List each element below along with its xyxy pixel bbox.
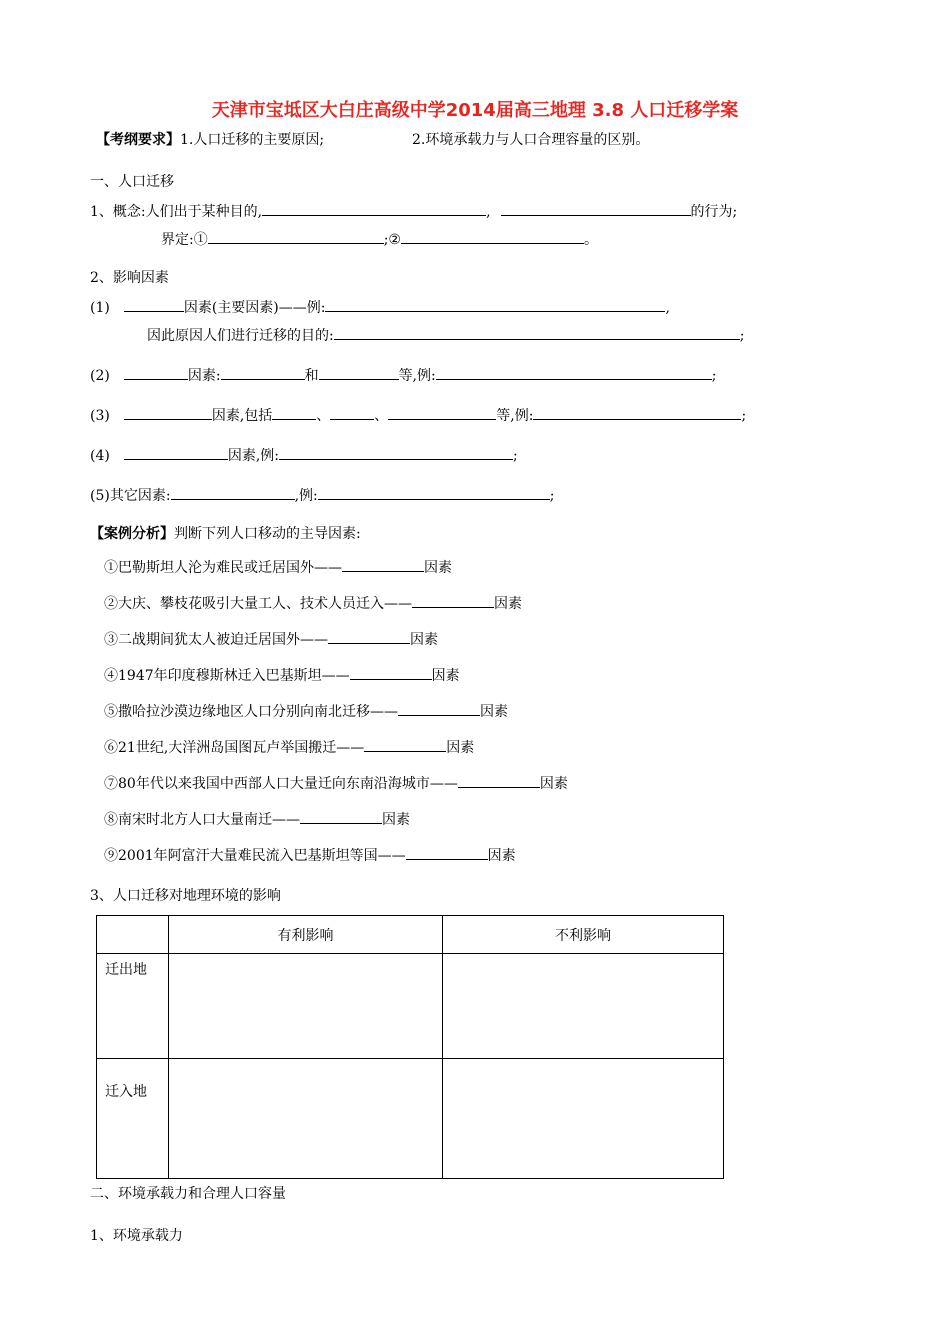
page-title: 天津市宝坻区大白庄高级中学2014届高三地理 3.8 人口迁移学案 [211,100,739,121]
case-text: ⑤撒哈拉沙漠边缘地区人口分别向南北迁移—— [104,704,398,720]
answer-blank[interactable] [334,324,740,340]
concept-mid: , [486,204,491,220]
factor-3-prefix: (3) [90,408,110,424]
answer-blank[interactable] [325,296,665,312]
case-text: ⑧南宋时北方人口大量南迁—— [104,812,300,828]
factor-1-line [90,296,670,318]
case-text: ③二战期间犹太人被迫迁居国外—— [104,632,328,648]
subheading-carrying-capacity: 1、环境承载力 [90,1228,183,1244]
factor-1-purpose-label: 因此原因人们进行迁移的目的: [147,328,334,344]
factor-4-line [90,444,518,466]
answer-blank[interactable] [328,628,410,644]
table-corner-cell [97,916,169,954]
answer-blank[interactable] [124,404,212,420]
requirement-2: 2.环境承载力与人口合理容量的区别。 [412,132,650,148]
answer-blank[interactable] [124,296,184,312]
concept-line [90,200,737,222]
requirements-line [96,130,324,150]
case-suffix: 因素 [494,596,522,612]
case-item [104,664,460,686]
factor-2-prefix: (2) [90,368,110,384]
answer-blank[interactable] [436,364,712,380]
answer-blank[interactable] [272,404,316,420]
answer-blank[interactable] [501,200,691,216]
case-suffix: 因素 [539,776,568,792]
factor-2-and: 和 [304,368,319,384]
factor-3-sep-1: 、 [316,408,331,424]
case-suffix: 因素 [431,668,460,684]
answer-blank[interactable] [398,700,480,716]
case-text: ⑦80年代以来我国中西部人口大量迁向东南沿海城市—— [104,776,458,792]
case-item [104,772,568,794]
answer-blank[interactable] [171,484,295,500]
row-header-in: 迁入地 [97,1059,169,1179]
concept-suffix: 的行为; [690,204,738,220]
factor-3-etc: 等,例: [496,408,534,424]
case-analysis-heading [90,524,361,544]
factor-3-sep-2: 、 [374,408,389,424]
case-suffix: 因素 [446,740,475,756]
case-item [104,844,516,866]
answer-blank[interactable] [124,364,188,380]
concept-prefix: 1、概念:人们出于某种目的, [90,204,263,220]
section-heading-2: 二、环境承载力和合理人口容量 [90,1186,286,1202]
case-text: ⑨2001年阿富汗大量难民流入巴基斯坦等国—— [104,848,406,864]
case-item [104,556,452,578]
answer-blank[interactable] [533,404,741,420]
row-header-out: 迁出地 [97,954,169,1059]
answer-blank[interactable] [364,736,446,752]
case-suffix: 因素 [480,704,508,720]
case-suffix: 因素 [424,560,452,576]
answer-blank[interactable] [412,592,494,608]
factor-5-mid: ,例: [294,488,318,504]
table-cell-out-favorable[interactable] [169,954,443,1059]
case-item [104,700,508,722]
case-suffix: 因素 [382,812,410,828]
definition-line [161,228,598,250]
case-item [104,808,410,830]
answer-blank[interactable] [406,844,488,860]
answer-blank[interactable] [458,772,540,788]
factor-5-prefix: (5)其它因素: [90,488,171,504]
answer-blank[interactable] [221,364,305,380]
factor-2-line [90,364,716,386]
requirement-1: 1.人口迁移的主要原因; [180,132,325,148]
answer-blank[interactable] [330,404,374,420]
case-analysis-intro: 判断下列人口移动的主导因素: [174,526,361,542]
answer-blank[interactable] [318,484,550,500]
factor-3-line [90,404,746,426]
factor-2-end: ; [711,368,717,384]
case-text: ②大庆、攀枝花吸引大量工人、技术人员迁入—— [104,596,412,612]
factor-3-mid: 因素,包括 [211,408,273,424]
factor-5-line [90,484,554,506]
answer-blank[interactable] [350,664,432,680]
factor-1-mid: 因素(主要因素)——例: [183,300,326,316]
case-suffix: 因素 [410,632,438,648]
definition-end: 。 [584,232,598,248]
factor-3-end: ; [741,408,747,424]
impact-table [96,915,724,1179]
col-header-unfavorable: 不利影响 [443,916,724,954]
case-text: ④1947年印度穆斯林迁入巴基斯坦—— [104,668,350,684]
case-item [104,628,438,650]
factor-2-mid: 因素: [187,368,221,384]
table-cell-in-unfavorable[interactable] [443,1059,724,1179]
factor-1-purpose-end: ; [739,328,745,344]
case-text: ⑥21世纪,大洋洲岛国图瓦卢举国搬迁—— [104,740,365,756]
factor-4-prefix: (4) [90,448,110,464]
answer-blank[interactable] [262,200,486,216]
case-analysis-label: 【案例分析】 [90,526,174,542]
case-item [104,592,522,614]
answer-blank[interactable] [124,444,228,460]
answer-blank[interactable] [279,444,513,460]
answer-blank[interactable] [388,404,496,420]
table-cell-out-unfavorable[interactable] [443,954,724,1059]
case-item [104,736,474,758]
answer-blank[interactable] [342,556,424,572]
impact-heading: 3、人口迁移对地理环境的影响 [90,888,281,904]
answer-blank[interactable] [319,364,399,380]
definition-label: 界定:① [161,232,208,248]
factor-2-etc: 等,例: [398,368,436,384]
factor-1-end: , [665,300,670,316]
definition-sep: ;② [383,232,401,248]
table-cell-in-favorable[interactable] [169,1059,443,1179]
answer-blank[interactable] [300,808,382,824]
case-text: ①巴勒斯坦人沦为难民或迁居国外—— [104,560,342,576]
factor-1-purpose-line [147,324,744,346]
case-suffix: 因素 [487,848,516,864]
factors-heading: 2、影响因素 [90,270,169,286]
section-heading-1: 一、人口迁移 [90,174,174,190]
answer-blank[interactable] [208,228,384,244]
requirements-label: 【考纲要求】 [96,132,180,148]
factor-5-end: ; [549,488,555,504]
col-header-favorable: 有利影响 [169,916,443,954]
factor-4-mid: 因素,例: [227,448,280,464]
factor-1-prefix: (1) [90,300,110,316]
answer-blank[interactable] [401,228,584,244]
factor-4-end: ; [513,448,518,464]
